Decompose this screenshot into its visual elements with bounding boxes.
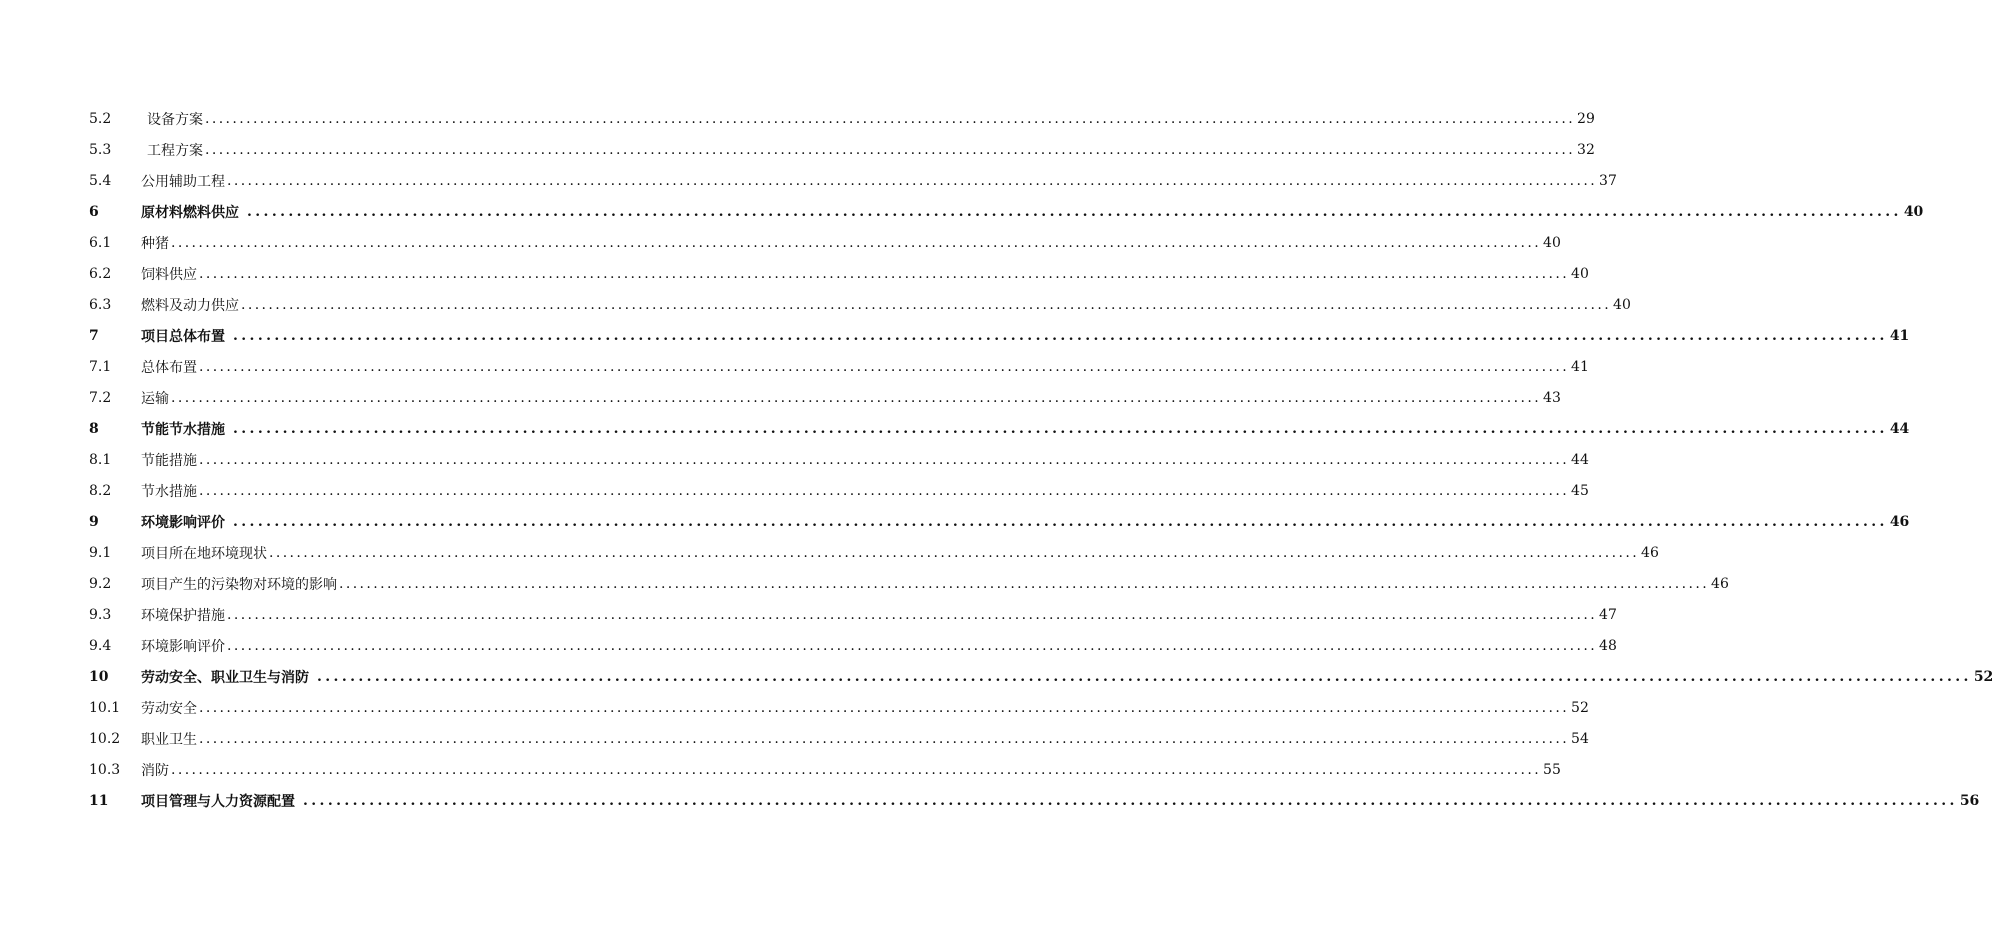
toc-entry-number: 6.2 [89, 265, 112, 282]
toc-entry-title: 职业卫生 [141, 731, 197, 748]
toc-section-entry[interactable] [89, 630, 1617, 661]
toc-dot-leader: ........................................................................................................................................................................................................ [227, 606, 1598, 623]
toc-dot-leader: ........................................................................................................................................................................................................ [269, 544, 1640, 561]
toc-dot-leader: ........................................................................................................................................................................................................ [199, 730, 1570, 747]
toc-entry-title: 燃料及动力供应 [141, 297, 239, 314]
toc-section-entry[interactable] [89, 227, 1561, 258]
toc-entry-page-number: 40 [1543, 234, 1561, 251]
toc-entry-title: 节能节水措施 [141, 421, 225, 438]
toc-entry-title: 项目管理与人力资源配置 [141, 793, 295, 810]
toc-entry-page-number: 43 [1543, 389, 1561, 406]
toc-entry-number: 7 [89, 327, 99, 344]
toc-entry-page-number: 56 [1959, 792, 1980, 809]
toc-entry-page-number: 45 [1571, 482, 1589, 499]
toc-dot-leader: ........................................................................................................................................................................................................ [205, 141, 1576, 158]
toc-dot-leader: ........................................................................................................................................................................................................ [233, 513, 1888, 530]
toc-entry-page-number: 46 [1889, 513, 1910, 530]
toc-entry-number: 9.4 [89, 637, 112, 654]
toc-entry-title: 原材料燃料供应 [141, 204, 239, 221]
toc-entry-title: 公用辅助工程 [141, 173, 225, 190]
toc-entry-page-number: 46 [1641, 544, 1659, 561]
toc-entry-page-number: 40 [1571, 265, 1589, 282]
toc-entry-number: 9.2 [89, 575, 112, 592]
toc-entry-number: 9 [89, 513, 99, 530]
toc-section-entry[interactable] [89, 537, 1659, 568]
toc-entry-number: 6.1 [89, 234, 112, 251]
toc-entry-page-number: 54 [1571, 730, 1589, 747]
toc-dot-leader: ........................................................................................................................................................................................................ [227, 172, 1598, 189]
toc-dot-leader: ........................................................................................................................................................................................................ [199, 699, 1570, 716]
toc-dot-leader: ........................................................................................................................................................................................................ [247, 203, 1902, 220]
toc-entry-page-number: 41 [1889, 327, 1910, 344]
toc-entry-title: 节能措施 [141, 452, 197, 469]
toc-entry-title: 劳动安全 [141, 700, 197, 717]
toc-entry-page-number: 44 [1889, 420, 1910, 437]
toc-entry-number: 5.4 [89, 172, 112, 189]
toc-entry-title: 环境影响评价 [141, 514, 225, 531]
toc-entry-number: 10.3 [89, 761, 121, 778]
toc-entry-title: 项目总体布置 [141, 328, 225, 345]
toc-entry-number: 11 [89, 792, 109, 809]
toc-dot-leader: ........................................................................................................................................................................................................ [317, 668, 1972, 685]
toc-dot-leader: ........................................................................................................................................................................................................ [171, 761, 1542, 778]
toc-entry-page-number: 40 [1903, 203, 1924, 220]
toc-entry-title: 环境保护措施 [141, 607, 225, 624]
toc-section-entry[interactable] [89, 723, 1589, 754]
toc-chapter-entry[interactable] [89, 413, 1910, 444]
toc-entry-number: 8.1 [89, 451, 112, 468]
toc-entry-page-number: 48 [1599, 637, 1617, 654]
toc-entry-title: 工程方案 [147, 142, 203, 159]
toc-entry-title: 设备方案 [147, 111, 203, 128]
toc-entry-title: 运输 [141, 390, 169, 407]
toc-section-entry[interactable] [89, 289, 1631, 320]
toc-dot-leader: ........................................................................................................................................................................................................ [199, 482, 1570, 499]
toc-entry-title: 环境影响评价 [141, 638, 225, 655]
toc-entry-title: 劳动安全、职业卫生与消防 [141, 669, 309, 686]
toc-section-entry[interactable] [89, 692, 1589, 723]
toc-section-entry[interactable] [89, 382, 1561, 413]
toc-dot-leader: ........................................................................................................................................................................................................ [227, 637, 1598, 654]
toc-entry-number: 10 [89, 668, 109, 685]
toc-section-entry[interactable] [89, 568, 1729, 599]
toc-section-entry[interactable] [89, 599, 1617, 630]
toc-entry-title: 饲料供应 [141, 266, 197, 283]
toc-entry-page-number: 32 [1577, 141, 1595, 158]
toc-chapter-entry[interactable] [89, 196, 1924, 227]
toc-dot-leader: ........................................................................................................................................................................................................ [241, 296, 1612, 313]
toc-entry-number: 5.2 [89, 110, 112, 127]
toc-section-entry[interactable] [89, 444, 1589, 475]
toc-dot-leader: ........................................................................................................................................................................................................ [171, 389, 1542, 406]
toc-entry-page-number: 52 [1973, 668, 1993, 685]
toc-section-entry[interactable] [89, 165, 1617, 196]
toc-section-entry[interactable] [89, 754, 1561, 785]
toc-entry-number: 5.3 [89, 141, 112, 158]
toc-entry-page-number: 37 [1599, 172, 1617, 189]
toc-section-entry[interactable] [89, 475, 1589, 506]
toc-section-entry[interactable] [89, 351, 1589, 382]
toc-dot-leader: ........................................................................................................................................................................................................ [171, 234, 1542, 251]
toc-entry-page-number: 46 [1711, 575, 1729, 592]
toc-chapter-entry[interactable] [89, 785, 1980, 816]
toc-entry-title: 节水措施 [141, 483, 197, 500]
toc-entry-page-number: 41 [1571, 358, 1589, 375]
toc-dot-leader: ........................................................................................................................................................................................................ [339, 575, 1710, 592]
toc-entry-title: 项目产生的污染物对环境的影响 [141, 576, 337, 593]
toc-dot-leader: ........................................................................................................................................................................................................ [199, 358, 1570, 375]
toc-entry-number: 7.2 [89, 389, 112, 406]
toc-entry-title: 项目所在地环境现状 [141, 545, 267, 562]
toc-entry-number: 10.1 [89, 699, 121, 716]
toc-entry-number: 10.2 [89, 730, 121, 747]
toc-entry-number: 8.2 [89, 482, 112, 499]
toc-entry-page-number: 55 [1543, 761, 1561, 778]
toc-entry-title: 种猪 [141, 235, 169, 252]
toc-entry-page-number: 40 [1613, 296, 1631, 313]
toc-dot-leader: ........................................................................................................................................................................................................ [205, 110, 1576, 127]
toc-section-entry[interactable] [89, 134, 1595, 165]
toc-chapter-entry[interactable] [89, 661, 1993, 692]
toc-entry-number: 6.3 [89, 296, 112, 313]
toc-entry-number: 9.3 [89, 606, 112, 623]
toc-entry-page-number: 29 [1577, 110, 1595, 127]
toc-entry-number: 8 [89, 420, 99, 437]
toc-section-entry[interactable] [89, 103, 1595, 134]
toc-entry-title: 消防 [141, 762, 169, 779]
toc-entry-page-number: 44 [1571, 451, 1589, 468]
toc-entry-title: 总体布置 [141, 359, 197, 376]
toc-section-entry[interactable] [89, 258, 1589, 289]
toc-chapter-entry[interactable] [89, 506, 1910, 537]
toc-entry-number: 7.1 [89, 358, 112, 375]
table-of-contents [89, 103, 1993, 816]
toc-entry-page-number: 47 [1599, 606, 1617, 623]
toc-dot-leader: ........................................................................................................................................................................................................ [199, 265, 1570, 282]
toc-chapter-entry[interactable] [89, 320, 1910, 351]
toc-dot-leader: ........................................................................................................................................................................................................ [199, 451, 1570, 468]
toc-dot-leader: ........................................................................................................................................................................................................ [233, 327, 1888, 344]
toc-entry-number: 6 [89, 203, 99, 220]
toc-dot-leader: ........................................................................................................................................................................................................ [233, 420, 1888, 437]
toc-dot-leader: ........................................................................................................................................................................................................ [303, 792, 1958, 809]
toc-entry-number: 9.1 [89, 544, 112, 561]
toc-entry-page-number: 52 [1571, 699, 1589, 716]
